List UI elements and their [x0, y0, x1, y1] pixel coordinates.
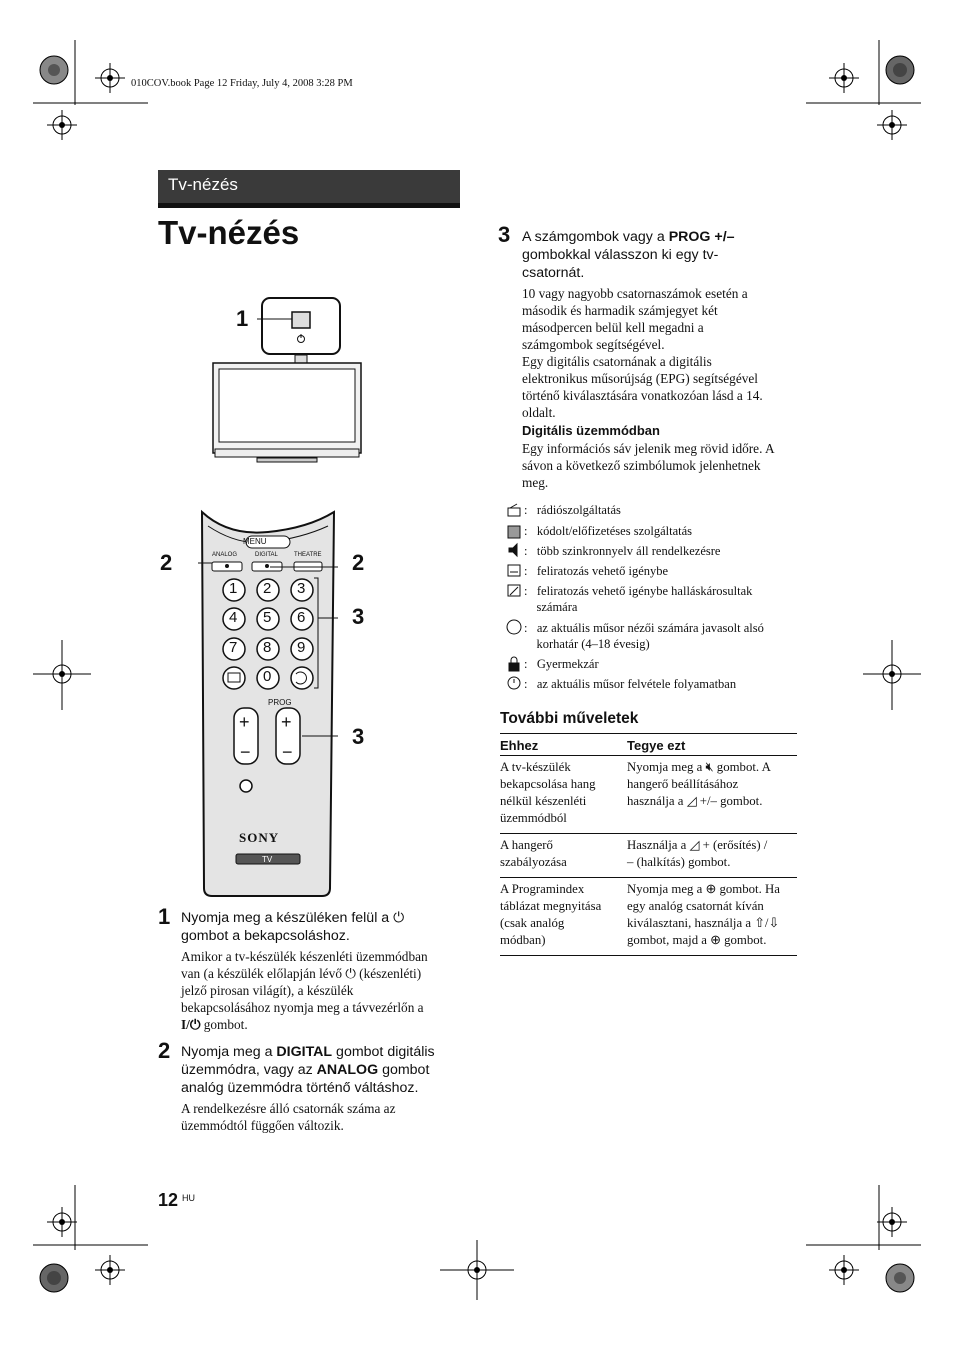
prog-minus-icon: −	[282, 742, 293, 762]
remote-key-1: 1	[229, 580, 238, 597]
remote-key-9: 9	[297, 639, 306, 656]
prog-plus-icon: +	[281, 712, 292, 732]
remote-brand: SONY	[239, 830, 280, 845]
remote-prog-label: PROG	[268, 698, 292, 707]
digital-mode-heading: Digitális üzemmódban	[522, 423, 660, 438]
remote-key-0: 0	[263, 668, 272, 685]
remote-key-3: 3	[297, 580, 306, 597]
section-label: Tv-nézés	[158, 170, 460, 203]
symbol-scrambled: : kódolt/előfizetéses szolgáltatás	[524, 524, 693, 538]
digital-mode-body: Egy információs sáv jelenik meg rövid időre. A sávon a következő szimbólumok jelenhetnek meg.	[522, 441, 775, 490]
remote-key-2: 2	[263, 580, 272, 597]
print-info: 010COV.book Page 12 Friday, July 4, 2008 3:28 PM	[131, 78, 353, 89]
step-2-body: A rendelkezésre álló csatornák száma az üzemmódtól függően változik.	[181, 1101, 396, 1133]
hearing-impaired-icon	[508, 585, 520, 596]
symbols-list	[524, 502, 764, 696]
symbol-age-rating: : az aktuális műsor nézői számára javasolt alsó korhatár (4–18 évesig)	[524, 621, 764, 651]
symbol-lock: : Gyermekzár	[524, 657, 599, 671]
remote-key-5: 5	[263, 609, 272, 626]
power-switch-icon: I/⏻	[181, 1017, 201, 1032]
section-divider	[158, 203, 460, 208]
lock-icon	[509, 657, 519, 671]
table-row: A tv-készülék bekapcsolása hang nélkül készenléti üzemmódból Nyomja meg a 🔇︎ gombot. A hangerő beállításához használja a ◿ +/– gombot.	[500, 756, 797, 834]
recording-icon	[508, 677, 520, 689]
callout-3a: 3	[352, 604, 365, 629]
symbol-multi-audio: : több szinkronnyelv áll rendelkezésre	[524, 544, 721, 558]
volume-icon: ◿	[689, 838, 700, 852]
step-1-number: 1	[158, 904, 171, 929]
ops-col-2: Tegye ezt	[627, 734, 797, 756]
symbol-hearing-impaired: : feliratozás vehető igénybe halláskárosultak számára	[524, 584, 753, 614]
multi-audio-icon	[509, 544, 517, 556]
table-row: A Programindex táblázat megnyitása (csak analóg módban) Nyomja meg a ⊕ gombot. Ha egy analóg csatornát kíván kiválasztani, használja a ⇧/⇩ gombot, majd a ⊕ gombot.	[500, 878, 797, 956]
step-3-number: 3	[498, 222, 511, 247]
symbol-subtitles: : feliratozás vehető igénybe	[524, 564, 669, 578]
remote-digital-label: DIGITAL	[255, 552, 278, 558]
remote-key-7: 7	[229, 639, 238, 656]
power-icon: ⏻	[393, 910, 405, 926]
page-number: 12	[158, 1190, 179, 1210]
ok-button-icon: ⊕	[710, 933, 721, 947]
remote-key-8: 8	[263, 639, 272, 656]
age-rating-icon	[507, 620, 521, 634]
ops-col-1: Ehhez	[500, 734, 627, 756]
ops-heading: További műveletek	[500, 710, 639, 727]
page-language: HU	[182, 1193, 195, 1203]
mute-icon: 🔇︎	[705, 760, 714, 774]
step-1-body: Amikor a tv-készülék készenléti üzemmódban van (a készülék előlapján lévő ⏻ (készenléti) jelző pirosan világít), a készülék bekapcsolásához nyomja meg a távvezérlőn a I/⏻ gombot.	[181, 949, 428, 1032]
tv-illustration	[205, 292, 375, 472]
radio-icon	[508, 504, 520, 516]
volume-icon: ◿	[686, 794, 697, 808]
ok-button-icon: ⊕	[705, 882, 717, 896]
step-2-text: Nyomja meg a DIGITAL gombot digitális üzemmódra, vagy az ANALOG gombot analóg üzemmódra történő váltáshoz.	[181, 1044, 435, 1096]
callout-2a: 2	[160, 550, 173, 575]
remote-menu-label: MENU	[243, 537, 267, 546]
ops-table	[500, 733, 797, 956]
standby-icon: ⏻	[345, 966, 356, 981]
symbol-radio: : rádiószolgáltatás	[524, 503, 621, 517]
remote-key-4: 4	[229, 609, 238, 626]
page-title: Tv-nézés	[158, 214, 300, 251]
symbol-recording: : az aktuális műsor felvétele folyamatban	[524, 677, 737, 691]
vol-minus-icon: −	[240, 742, 251, 762]
callout-2b: 2	[352, 550, 365, 575]
callout-3b: 3	[352, 724, 365, 749]
step-2-number: 2	[158, 1038, 171, 1063]
remote-key-6: 6	[297, 609, 306, 626]
remote-analog-label: ANALOG	[212, 552, 238, 558]
step-3-body: 10 vagy nagyobb csatornaszámok esetén a második és harmadik számjegyet két másodpercen belül kell megadni a számgombok segítségével. Egy digitális csatornának a digitális elektronikus műsorújság (EPG) segítségével történő kiválasztására vonatkozóan lásd a 14. oldalt.	[522, 286, 763, 420]
remote-theatre-label: THEATRE	[294, 552, 322, 558]
step-3-text: A számgombok vagy a PROG +/– gombokkal válasszon ki egy tv- csatornát.	[522, 229, 735, 281]
up-down-arrow-icon: ⇧/⇩	[754, 916, 780, 930]
table-row: A hangerő szabályozása Használja a ◿ + (erősítés) / – (halkítás) gombot.	[500, 834, 797, 878]
subtitles-icon	[508, 565, 520, 576]
callout-1: 1	[236, 306, 249, 331]
step-1-text: Nyomja meg a készüléken felül a ⏻ gombot a bekapcsoláshoz.	[181, 910, 405, 944]
scrambled-icon	[508, 526, 520, 538]
vol-plus-icon: +	[239, 712, 250, 732]
ops-header-row	[500, 734, 797, 756]
remote-tv-label: TV	[262, 855, 273, 864]
